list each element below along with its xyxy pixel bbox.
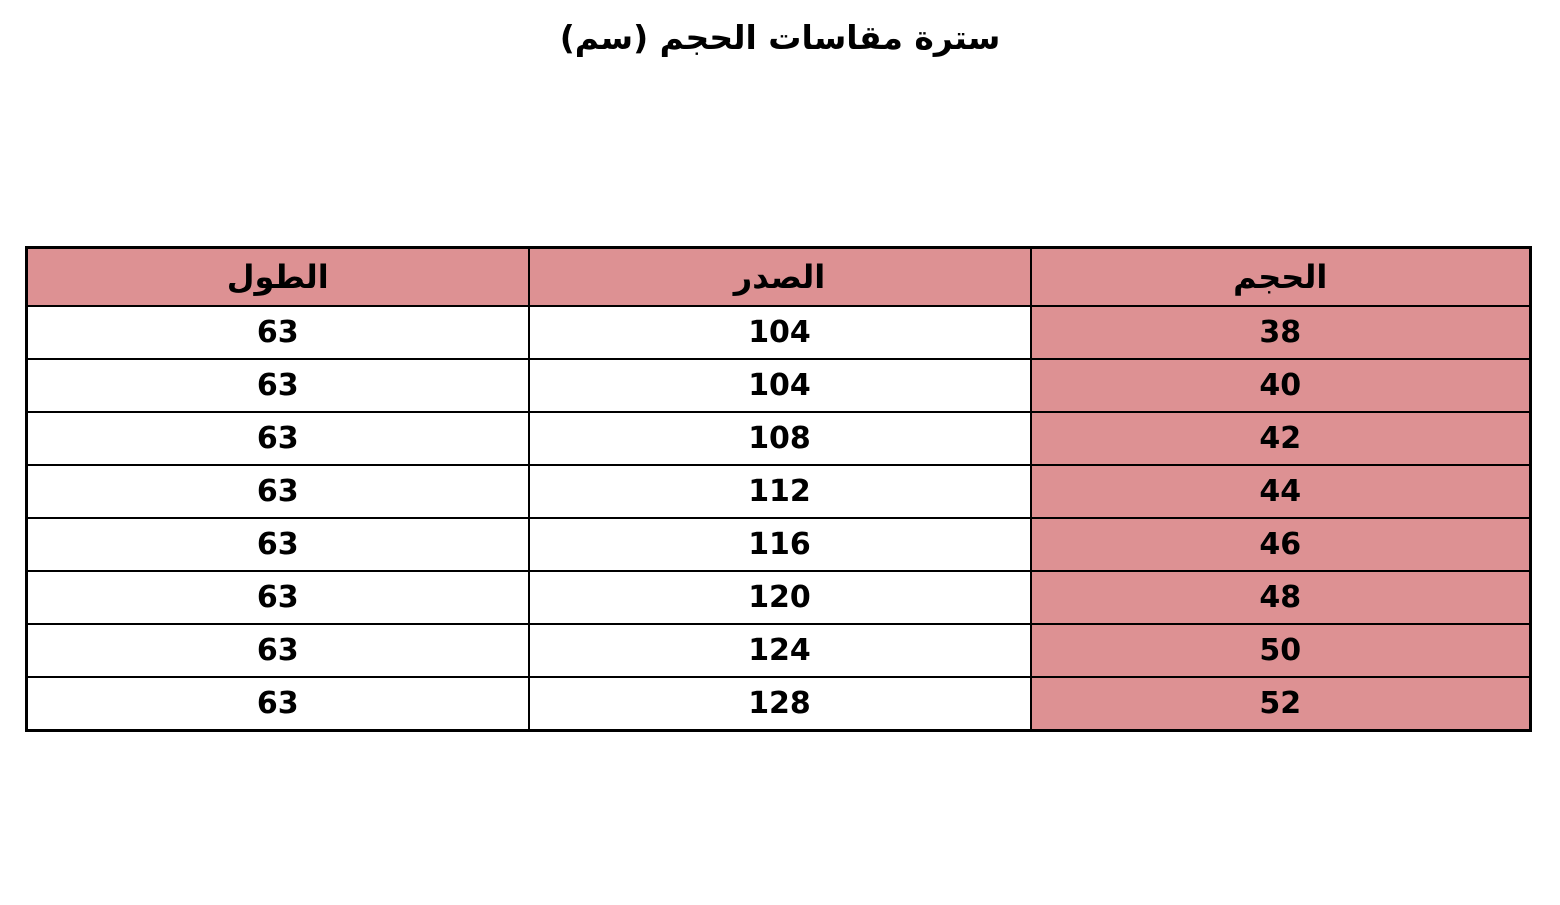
column-header-chest: الصدر bbox=[529, 248, 1031, 307]
cell-chest: 104 bbox=[529, 359, 1031, 412]
cell-chest: 124 bbox=[529, 624, 1031, 677]
cell-length: 63 bbox=[27, 306, 529, 359]
cell-length: 63 bbox=[27, 677, 529, 731]
cell-length: 63 bbox=[27, 359, 529, 412]
cell-chest: 108 bbox=[529, 412, 1031, 465]
table-row bbox=[27, 624, 1531, 677]
page-title: سترة مقاسات الحجم (سم) bbox=[559, 18, 1001, 57]
cell-size: 38 bbox=[1031, 306, 1531, 359]
cell-chest: 116 bbox=[529, 518, 1031, 571]
cell-chest: 120 bbox=[529, 571, 1031, 624]
size-chart-table bbox=[25, 246, 1532, 732]
table-row bbox=[27, 518, 1531, 571]
cell-chest: 128 bbox=[529, 677, 1031, 731]
cell-size: 48 bbox=[1031, 571, 1531, 624]
table-header-row bbox=[27, 248, 1531, 307]
table-row bbox=[27, 306, 1531, 359]
cell-chest: 112 bbox=[529, 465, 1031, 518]
table-row bbox=[27, 412, 1531, 465]
cell-size: 52 bbox=[1031, 677, 1531, 731]
cell-length: 63 bbox=[27, 571, 529, 624]
cell-length: 63 bbox=[27, 518, 529, 571]
cell-length: 63 bbox=[27, 412, 529, 465]
cell-size: 42 bbox=[1031, 412, 1531, 465]
cell-length: 63 bbox=[27, 624, 529, 677]
cell-length: 63 bbox=[27, 465, 529, 518]
cell-size: 44 bbox=[1031, 465, 1531, 518]
column-header-length: الطول bbox=[27, 248, 529, 307]
table-row bbox=[27, 465, 1531, 518]
table-row bbox=[27, 571, 1531, 624]
column-header-size: الحجم bbox=[1031, 248, 1531, 307]
size-chart-container bbox=[28, 246, 1532, 732]
table-row bbox=[27, 359, 1531, 412]
table-row bbox=[27, 677, 1531, 731]
cell-size: 50 bbox=[1031, 624, 1531, 677]
table-header bbox=[27, 248, 1531, 307]
table-body bbox=[27, 306, 1531, 731]
cell-chest: 104 bbox=[529, 306, 1031, 359]
cell-size: 40 bbox=[1031, 359, 1531, 412]
cell-size: 46 bbox=[1031, 518, 1531, 571]
